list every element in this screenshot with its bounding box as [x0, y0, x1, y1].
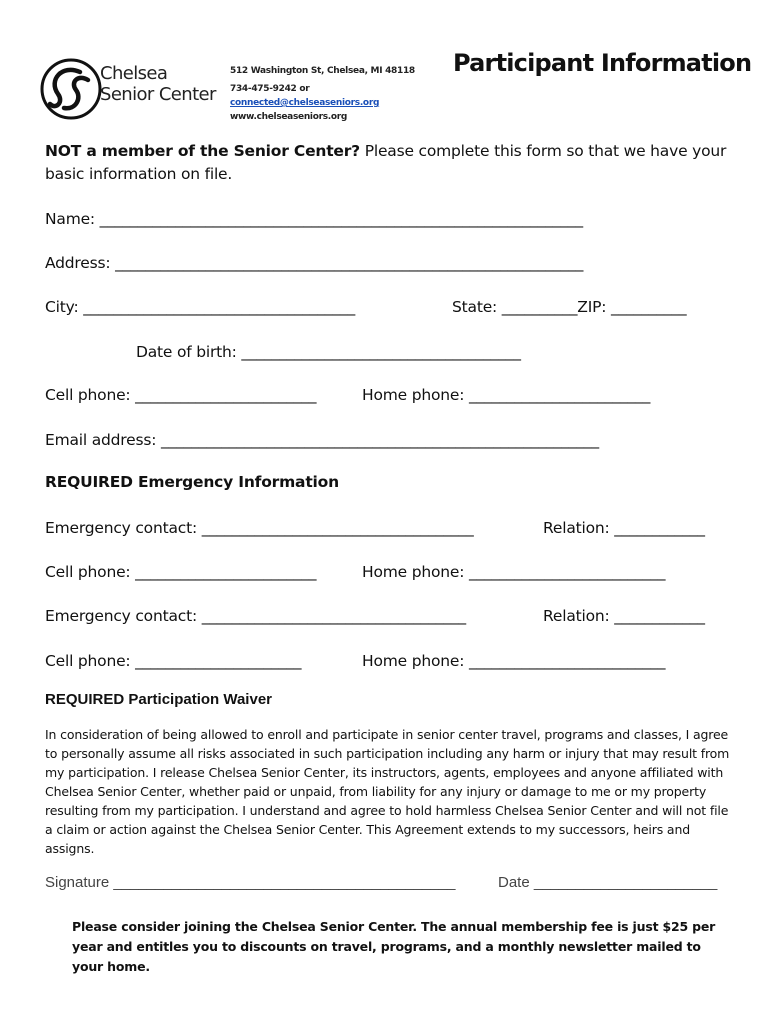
- state-zip-field[interactable]: State: __________ZIP: __________: [452, 298, 687, 316]
- logo-wordmark: Chelsea Senior Center: [100, 63, 216, 105]
- cell-phone-field[interactable]: Cell phone: ________________________: [45, 386, 317, 404]
- website-text: www.chelseaseniors.org: [230, 112, 348, 122]
- email-link[interactable]: connected@chelseaseniors.org: [230, 98, 380, 108]
- relation-2-field[interactable]: Relation: ____________: [543, 607, 705, 625]
- emergency-home-2-field[interactable]: Home phone: __________________________: [362, 652, 666, 670]
- name-field[interactable]: Name: ________________________________________________________________: [45, 210, 583, 228]
- city-field[interactable]: City: ____________________________________: [45, 298, 356, 316]
- dob-field[interactable]: Date of birth: _____________________________________: [136, 343, 521, 361]
- phone-text: 734-475-9242 or: [230, 84, 310, 94]
- intro-text: NOT a member of the Senior Center? Please complete this form so that we have your basic information on file.: [45, 142, 727, 183]
- waiver-heading: REQUIRED Participation Waiver: [45, 691, 272, 708]
- contact-block: [230, 64, 415, 124]
- address-field[interactable]: Address: ______________________________________________________________: [45, 254, 584, 272]
- chelsea-logo-icon: [40, 58, 102, 120]
- membership-note: Please consider joining the Chelsea Senior Center. The annual membership fee is just $25 per year and entitles you to discounts on travel, programs, and a monthly newsletter mailed to your home.: [72, 919, 716, 974]
- emergency-home-1-field[interactable]: Home phone: __________________________: [362, 563, 666, 581]
- emergency-contact-1-field[interactable]: Emergency contact: ____________________________________: [45, 519, 474, 537]
- emergency-heading: REQUIRED Emergency Information: [45, 473, 339, 491]
- email-field[interactable]: Email address: __________________________________________________________: [45, 431, 599, 449]
- emergency-cell-2-field[interactable]: Cell phone: ______________________: [45, 652, 302, 670]
- intro-lead: NOT a member of the Senior Center?: [45, 142, 360, 160]
- address-text: 512 Washington St, Chelsea, MI 48118: [230, 66, 415, 76]
- waiver-text: In consideration of being allowed to enroll and participate in senior center travel, programs and classes, I agree to personally assume all risks associated in such participation including any harm or injury that may result from my participation. I release Chelsea Senior Center, its instructors, agents, employees and anyone affiliated with Chelsea Senior Center, whether paid or unpaid, from liability for any injury or damage to me or my property resulting from my participation. I understand and agree to hold harmless Chelsea Senior Center and will not file a claim or action against the Chelsea Senior Center. This Agreement extends to my successors, heirs and assigns.: [45, 727, 730, 856]
- date-field[interactable]: Date ______________________: [498, 874, 718, 891]
- home-phone-field[interactable]: Home phone: ________________________: [362, 386, 651, 404]
- signature-field[interactable]: Signature _________________________________________: [45, 874, 456, 891]
- relation-1-field[interactable]: Relation: ____________: [543, 519, 705, 537]
- emergency-contact-2-field[interactable]: Emergency contact: ___________________________________: [45, 607, 466, 625]
- emergency-cell-1-field[interactable]: Cell phone: ________________________: [45, 563, 317, 581]
- page-title: Participant Information: [453, 49, 752, 77]
